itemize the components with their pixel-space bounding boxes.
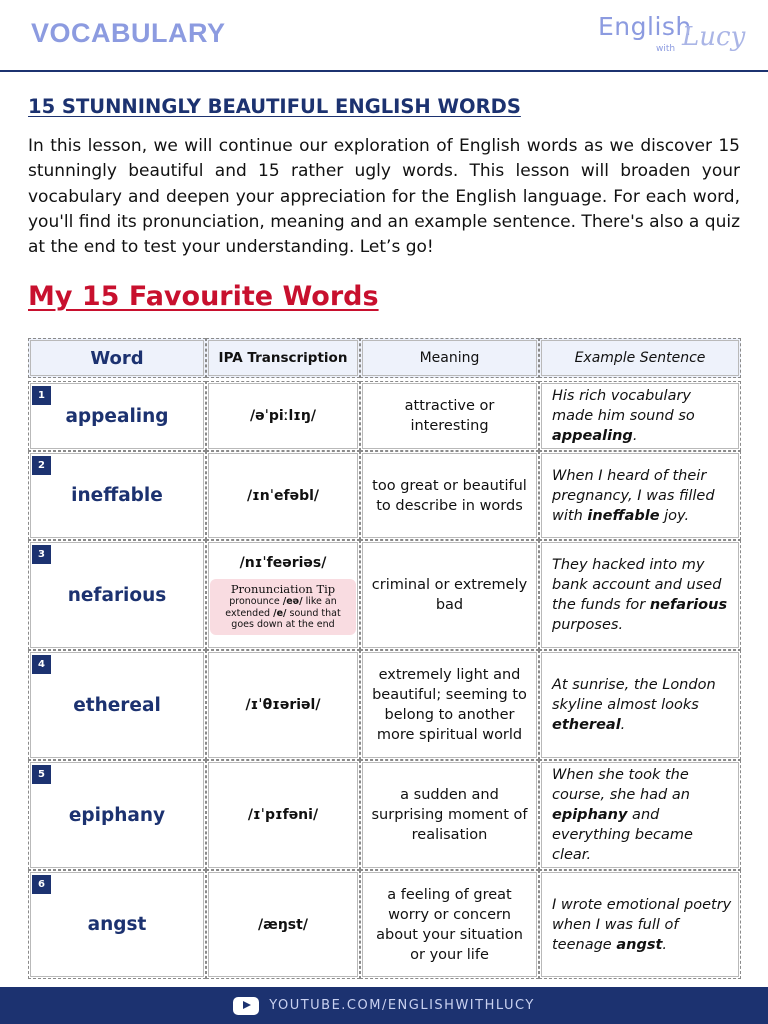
ipa-cell: /æŋst/ (206, 870, 360, 979)
column-header-meaning: Meaning (360, 338, 539, 378)
favourites-title: My 15 Favourite Words (28, 281, 379, 312)
meaning-cell: criminal or extremely bad (360, 540, 539, 650)
ipa-text: /nɪˈfeəriəs/ (239, 555, 327, 572)
column-header-word: Word (28, 338, 206, 378)
section-label: VOCABULARY (31, 18, 226, 48)
word-cell (28, 540, 206, 650)
vocabulary-table (28, 338, 741, 979)
example-cell: When she took the course, she had an epiphany and everything became clear. (539, 760, 741, 870)
youtube-link[interactable]: YOUTUBE.COM/ENGLISHWITHLUCY (269, 998, 535, 1013)
ipa-cell: /ɪnˈefəbl/ (206, 451, 360, 540)
meaning-cell: too great or beautiful to describe in words (360, 451, 539, 540)
column-header-ipa: IPA Transcription (206, 338, 360, 378)
row-number-badge: 3 (32, 545, 51, 564)
word-text: angst (87, 914, 147, 935)
youtube-icon[interactable] (233, 997, 259, 1015)
row-number-badge: 4 (32, 655, 51, 674)
example-cell: His rich vocabulary made him sound so appealing. (539, 381, 741, 451)
word-cell (28, 760, 206, 870)
english-with-lucy-logo (596, 12, 746, 62)
word-text: nefarious (67, 584, 167, 606)
tip-text: pronounce /eə/ like an extended /e/ sound that goes down at the end (225, 596, 341, 631)
table-row (28, 760, 741, 870)
table-row (28, 540, 741, 650)
example-cell: When I heard of their pregnancy, I was filled with ineffable joy. (539, 451, 741, 540)
meaning-cell: extremely light and beautiful; seeming to belong to another more spiritual world (360, 650, 539, 760)
example-cell: They hacked into my bank account and used the funds for nefarious purposes. (539, 540, 741, 650)
table-row (28, 870, 741, 979)
pronunciation-tip (210, 579, 356, 635)
table-row (28, 381, 741, 451)
word-cell (28, 870, 206, 979)
top-header (0, 0, 768, 72)
word-text: appealing (65, 405, 169, 427)
example-cell: At sunrise, the London skyline almost looks ethereal. (539, 650, 741, 760)
logo-english: English (598, 12, 692, 41)
word-cell (28, 451, 206, 540)
meaning-cell: a feeling of great worry or concern about your situation or your life (360, 870, 539, 979)
word-text: ineffable (71, 485, 163, 506)
word-text: ethereal (73, 694, 161, 716)
lesson-intro: In this lesson, we will continue our exploration of English words as we discover 15 stunningly beautiful and 15 rather ugly words. This lesson will broaden your vocabulary and deepen your appreciation for the English language. For each word, you'll find its pronunciation, meaning and an example sentence. There's also a quiz at the end to test your understanding. Let’s go! (28, 136, 740, 258)
row-number-badge: 6 (32, 875, 51, 894)
logo-lucy: Lucy (682, 22, 746, 52)
footer-bar (0, 987, 768, 1024)
ipa-cell (206, 540, 360, 650)
row-number-badge: 2 (32, 456, 51, 475)
table-header-row (28, 338, 741, 378)
word-cell (28, 381, 206, 451)
ipa-cell: /ɪˈθɪəriəl/ (206, 650, 360, 760)
row-number-badge: 1 (32, 386, 51, 405)
meaning-cell: a sudden and surprising moment of realisation (360, 760, 539, 870)
ipa-cell: /ɪˈpɪfəni/ (206, 760, 360, 870)
word-text: epiphany (68, 804, 166, 826)
column-header-example: Example Sentence (539, 338, 741, 378)
lesson-title: 15 STUNNINGLY BEAUTIFUL ENGLISH WORDS (28, 95, 521, 118)
meaning-cell: attractive or interesting (360, 381, 539, 451)
logo-with: with (656, 44, 676, 54)
table-row (28, 451, 741, 540)
row-number-badge: 5 (32, 765, 51, 784)
ipa-cell: /əˈpiːlɪŋ/ (206, 381, 360, 451)
tip-title: Pronunciation Tip (230, 582, 336, 597)
word-cell (28, 650, 206, 760)
example-cell: I wrote emotional poetry when I was full of teenage angst. (539, 870, 741, 979)
table-row (28, 650, 741, 760)
